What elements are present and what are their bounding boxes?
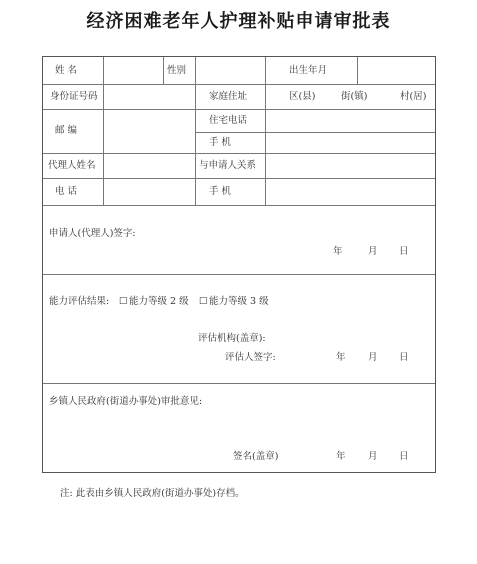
assessment-result-label: 能力评估结果: — [49, 296, 110, 307]
assessor-signature-label: 评估人签字: — [225, 352, 276, 363]
applicant-signature-label: 申请人(代理人)签字: — [49, 228, 136, 239]
name-label: 姓 名 — [55, 65, 78, 76]
level2-label: 能力等级 2 级 — [129, 296, 189, 307]
phone-field[interactable] — [104, 179, 194, 204]
village-label: 村(居) — [400, 91, 427, 102]
approval-month: 月 — [368, 451, 378, 462]
approval-sign-label: 签名(盖章) — [233, 451, 279, 462]
form-title: 经济困难老年人护理补贴申请审批表 — [86, 11, 391, 32]
birth-field[interactable] — [358, 58, 434, 83]
applicant-year: 年 — [333, 246, 343, 257]
agent-name-field[interactable] — [104, 154, 194, 177]
applicant-month: 月 — [368, 246, 378, 257]
gender-field[interactable] — [196, 58, 264, 83]
applicant-signature-area[interactable] — [153, 217, 333, 247]
assessment-org-label: 评估机构(盖章): — [198, 333, 266, 344]
name-field[interactable] — [104, 58, 162, 83]
level3-label: 能力等级 3 级 — [209, 296, 269, 307]
street-label: 街(镇) — [341, 91, 368, 102]
phone-label: 电 话 — [55, 186, 78, 197]
approval-year: 年 — [336, 451, 346, 462]
home-phone-label: 住宅电话 — [209, 115, 248, 126]
application-form-table — [42, 56, 436, 473]
agent-mobile-field[interactable] — [266, 179, 435, 204]
approval-opinion-label: 乡镇人民政府(街道办事处)审批意见: — [49, 396, 203, 407]
assessment-year: 年 — [336, 352, 346, 363]
gender-label: 性别 — [167, 65, 187, 76]
footnote: 注: 此表由乡镇人民政府(街道办事处)存档。 — [60, 488, 245, 499]
home-phone-field[interactable] — [266, 110, 435, 131]
level2-checkbox[interactable]: ☐ — [119, 296, 128, 307]
assessment-month: 月 — [368, 352, 378, 363]
level3-checkbox[interactable]: ☐ — [199, 296, 208, 307]
agent-mobile-label: 手 机 — [209, 186, 232, 197]
address-label: 家庭住址 — [209, 91, 248, 102]
applicant-day: 日 — [399, 246, 409, 257]
relation-field[interactable] — [266, 154, 435, 177]
id-number-label: 身份证号码 — [50, 91, 98, 102]
district-label: 区(县) — [289, 91, 316, 102]
mobile-label: 手 机 — [209, 137, 232, 148]
agent-name-label: 代理人姓名 — [48, 160, 96, 171]
assessment-day: 日 — [399, 352, 409, 363]
relation-label: 与申请人关系 — [199, 160, 257, 171]
approval-opinion-area[interactable] — [49, 413, 429, 449]
birth-label: 出生年月 — [289, 65, 328, 76]
mobile-field[interactable] — [266, 133, 435, 152]
postcode-field[interactable] — [104, 110, 194, 152]
id-number-field[interactable] — [104, 85, 194, 108]
postcode-label: 邮 编 — [55, 125, 78, 136]
approval-day: 日 — [399, 451, 409, 462]
